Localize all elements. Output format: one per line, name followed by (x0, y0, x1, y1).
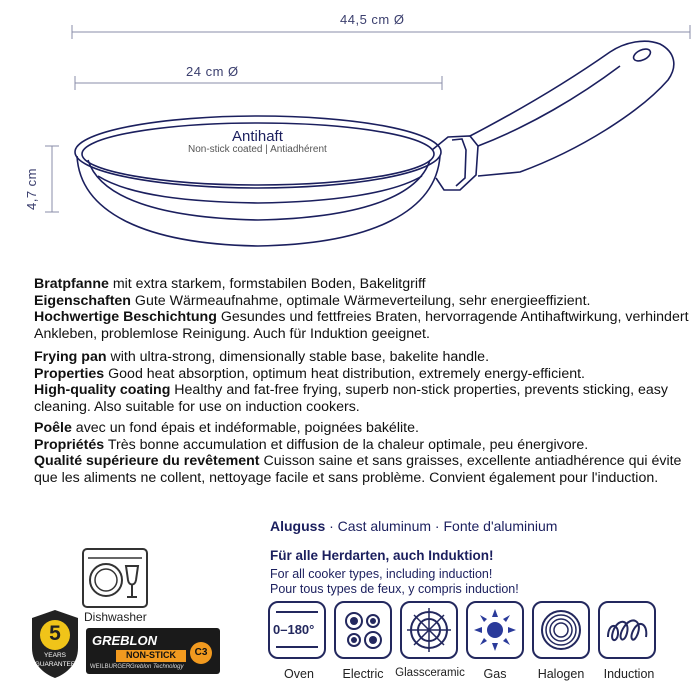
diameter-dimension (75, 76, 442, 90)
total-length-label: 44,5 cm Ø (340, 12, 405, 27)
oven-icon (268, 601, 326, 659)
greblon-brand: GREBLON (92, 633, 157, 648)
description-german (34, 276, 694, 342)
height-dimension (45, 146, 59, 212)
warranty-number: 5 (49, 622, 61, 645)
hob-label-glassceramic: Glassceramic (395, 667, 465, 679)
greblon-badge (86, 628, 220, 674)
desc-line: Poêle avec un fond épais et indéformable, poignées bakélite. (34, 420, 419, 436)
hob-label-oven: Oven (284, 667, 314, 681)
greblon-sub: NON-STICK (116, 650, 186, 662)
description-french (34, 420, 694, 486)
material-line: Aluguss · Cast aluminum · Fonte d'aluminium (270, 518, 558, 534)
electric-hob-icon (334, 601, 392, 659)
desc-line: Qualité supérieure du revêtement Cuisson saine et sans graisses, excellente antiadhérence qui évite que les aliments ne collent, nettoyage facile et sans problème. Convient également pour l'induction. (34, 453, 682, 486)
warranty-years: YEARS (43, 652, 67, 659)
pan-label-subtitle: Non-stick coated | Antiadhérent (188, 144, 327, 155)
desc-line: Properties Good heat absorption, optimum heat distribution, extremely energy-efficient. (34, 365, 585, 382)
cooker-headline: Für alle Herdarten, auch Induktion! (270, 548, 494, 563)
oven-temperature: 0–180° (273, 622, 315, 637)
height-label: 4,7 cm (24, 167, 39, 210)
glassceramic-hob-icon (400, 601, 458, 659)
warranty-word: GUARANTEE (34, 661, 76, 668)
cooker-french: Pour tous types de feux, y compris induction! (270, 582, 519, 596)
induction-hob-icon (598, 601, 656, 659)
greblon-maker: WEILBURGER (90, 664, 131, 670)
dishwasher-icon (82, 548, 148, 608)
warranty-seal (28, 608, 82, 680)
desc-line: Bratpfanne mit extra starkem, formstabilen Boden, Bakelitgriff (34, 276, 426, 292)
dishwasher-label: Dishwasher (84, 610, 147, 624)
halogen-hob-icon (532, 601, 590, 659)
pan-illustration (0, 0, 700, 260)
total-length-dimension (72, 25, 690, 39)
greblon-code: C3 (190, 642, 212, 664)
frying-pan (75, 41, 674, 246)
description-english (34, 349, 694, 415)
desc-line: Eigenschaften Gute Wärmeaufnahme, optimale Wärmeverteilung, sehr energieeffizient. (34, 292, 591, 309)
hob-label-electric: Electric (342, 667, 384, 681)
desc-line: Propriétés Très bonne accumulation et diffusion de la chaleur optimale, peu énergivore. (34, 436, 589, 453)
hob-label-induction: Induction (603, 667, 655, 681)
desc-line: Hochwertige Beschichtung Gesundes und fettfreies Braten, hervorragende Antihaftwirkung, verhindert Ankleben, problemlose Reinigung. Auch für Induktion geeignet. (34, 309, 689, 342)
hob-label-gas: Gas (483, 667, 507, 681)
diameter-label: 24 cm Ø (186, 64, 239, 79)
greblon-tech: Greblon Technology (130, 664, 184, 670)
hob-label-halogen: Halogen (537, 667, 585, 681)
pan-label-title: Antihaft (232, 128, 283, 145)
cooker-english: For all cooker types, including induction! (270, 567, 493, 581)
desc-line: Frying pan with ultra-strong, dimensionally stable base, bakelite handle. (34, 349, 490, 365)
gas-hob-icon (466, 601, 524, 659)
desc-line: High-quality coating Healthy and fat-free frying, superb non-stick properties, prevents sticking, easy cleaning. Also suitable for use on induction cookers. (34, 382, 668, 415)
